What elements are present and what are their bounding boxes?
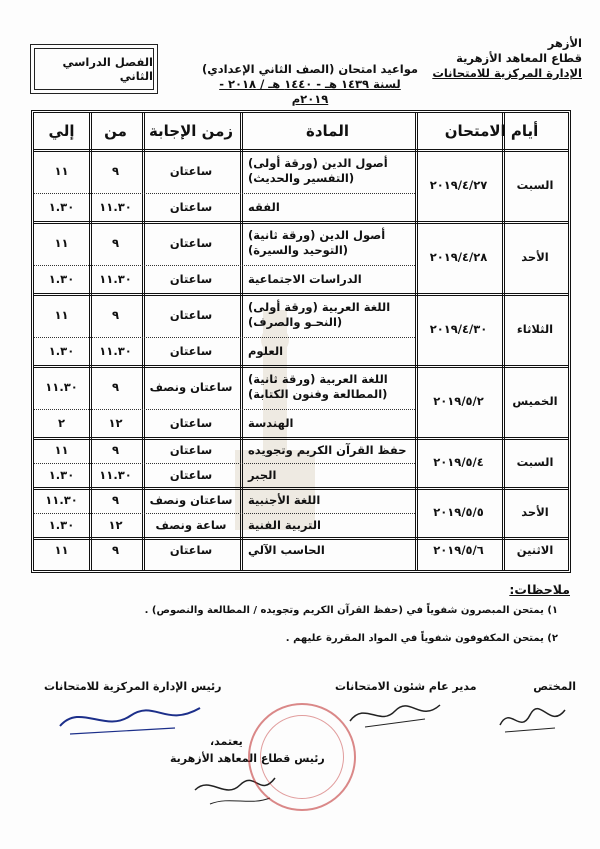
subject-line: اللغة العربية (ورقة أولى) xyxy=(248,300,391,314)
subject-line: الجبر xyxy=(248,467,277,482)
subject-cell xyxy=(240,513,415,537)
duration-cell: ساعتان xyxy=(169,163,213,178)
header-duration: زمن الإجابة xyxy=(148,121,234,140)
duration-cell: ساعتان xyxy=(169,235,213,250)
day-cell: الثلاثاء xyxy=(516,321,554,336)
date-cell: ٢٠١٩/٥/٦ xyxy=(433,543,484,557)
subject-line: حفظ القرآن الكريم وتجويده xyxy=(248,442,407,457)
org-line-1: الأزهر xyxy=(547,36,582,50)
duration-cell: ساعتان ونصف xyxy=(149,492,233,507)
document-title xyxy=(200,62,420,107)
to-cell: ١١ xyxy=(54,307,69,322)
subject-cell xyxy=(240,463,415,487)
org-line-2: قطاع المعاهد الأزهرية xyxy=(456,51,582,65)
date-cell: ٢٠١٩/٤/٣٠ xyxy=(429,321,488,336)
subject-cell xyxy=(240,149,415,193)
subject-cell xyxy=(240,365,415,409)
to-cell: ١١ xyxy=(54,163,69,178)
from-cell: ٩ xyxy=(111,235,120,250)
approved-label: يعتمد، xyxy=(210,735,243,748)
day-cell: الأحد xyxy=(521,504,549,519)
duration-cell: ساعتان xyxy=(169,343,213,358)
header-days: أيام الامتحان xyxy=(444,121,539,140)
day-cell: السبت xyxy=(516,177,554,192)
org-line-3: الإدارة المركزية للامتحانات xyxy=(432,66,582,80)
to-cell: ٢ xyxy=(57,415,66,430)
from-cell: ١١.٣٠ xyxy=(99,467,132,482)
from-cell: ١١.٣٠ xyxy=(99,271,132,286)
date-cell: ٢٠١٩/٥/٥ xyxy=(433,504,484,519)
subject-line: الهندسة xyxy=(248,415,294,430)
subject-cell xyxy=(240,193,415,221)
to-cell: ١١ xyxy=(54,235,69,250)
notes-title: ملاحظات: xyxy=(509,582,570,597)
subject-line: أصول الدين (ورقة ثانية) xyxy=(248,228,386,242)
director-label: مدير عام شئون الامتحانات xyxy=(335,680,477,693)
subject-line: اللغة العربية (ورقة ثانية) xyxy=(248,372,388,386)
duration-cell: ساعتان ونصف xyxy=(149,379,233,394)
to-cell: ١.٣٠ xyxy=(48,517,75,532)
subject-cell xyxy=(240,487,415,513)
from-cell: ٩ xyxy=(111,307,120,322)
to-cell: ١١.٣٠ xyxy=(45,492,78,507)
subject-line: (التفسير والحديث) xyxy=(248,171,355,185)
to-cell: ١.٣٠ xyxy=(48,199,75,214)
organization-header xyxy=(392,36,582,81)
header-from: من xyxy=(104,121,127,140)
to-cell: ١١.٣٠ xyxy=(45,379,78,394)
subject-cell xyxy=(240,437,415,463)
specialist-label: المختص xyxy=(533,680,576,693)
subject-line: (التوحيد والسيرة) xyxy=(248,243,349,257)
subject-line: الحاسب الآلي xyxy=(248,543,325,557)
to-cell: ١١ xyxy=(54,442,69,457)
duration-cell: ساعتان xyxy=(169,543,213,557)
subject-cell xyxy=(240,537,415,564)
subject-cell xyxy=(240,221,415,265)
term-box xyxy=(30,44,158,94)
subject-line: (النحـو والصرف) xyxy=(248,315,343,329)
head-central-label: رئيس الإدارة المركزية للامتحانات xyxy=(44,680,222,693)
day-cell: الأحد xyxy=(521,249,549,264)
date-cell: ٢٠١٩/٤/٢٧ xyxy=(429,177,488,192)
head-sector-label: رئيس قطاع المعاهد الأزهرية xyxy=(170,752,325,765)
day-cell: السبت xyxy=(516,454,554,469)
duration-cell: ساعتان xyxy=(169,467,213,482)
to-cell: ١.٣٠ xyxy=(48,271,75,286)
subject-cell xyxy=(240,409,415,437)
title-line-2: لسنة ١٤٣٩ هـ - ١٤٤٠ هـ / ٢٠١٨ - ٢٠١٩م xyxy=(219,77,401,106)
duration-cell: ساعة ونصف xyxy=(155,517,227,532)
day-cell: الاثنين xyxy=(516,543,554,557)
subject-line: التربية الفنية xyxy=(248,517,321,532)
note-item-2: ٢) يمتحن المكفوفون شفوياً في المواد المقررة عليهم . xyxy=(285,633,558,644)
subject-line: العلوم xyxy=(248,343,284,358)
from-cell: ١٢ xyxy=(108,415,123,430)
date-cell: ٢٠١٩/٤/٢٨ xyxy=(429,249,488,264)
subject-cell xyxy=(240,293,415,337)
from-cell: ٩ xyxy=(111,492,120,507)
note-item-1: ١) يمتحن المبصرون شفوياً في (حفظ القرآن الكريم وتجويده / المطالعة والنصوص) . xyxy=(144,605,558,616)
term-label: الفصل الدراسي الثاني xyxy=(34,48,154,90)
subject-line: اللغة الأجنبية xyxy=(248,492,321,507)
subject-cell xyxy=(240,337,415,365)
duration-cell: ساعتان xyxy=(169,415,213,430)
date-cell: ٢٠١٩/٥/٢ xyxy=(433,393,484,408)
director-signature-icon xyxy=(345,693,445,733)
to-cell: ١.٣٠ xyxy=(48,467,75,482)
from-cell: ٩ xyxy=(111,163,120,178)
header-to: إلي xyxy=(48,121,75,140)
to-cell: ١.٣٠ xyxy=(48,343,75,358)
subject-line: (المطالعة وفنون الكتابة) xyxy=(248,387,388,401)
title-line-1: مواعيد امتحان (الصف الثاني الإعدادي) xyxy=(201,62,419,76)
from-cell: ٩ xyxy=(111,379,120,394)
official-stamp-icon xyxy=(248,703,356,811)
day-cell: الخميس xyxy=(512,393,558,408)
schedule-table xyxy=(31,110,571,573)
duration-cell: ساعتان xyxy=(169,199,213,214)
subject-line: أصول الدين (ورقة أولى) xyxy=(248,156,388,170)
duration-cell: ساعتان xyxy=(169,307,213,322)
duration-cell: ساعتان xyxy=(169,271,213,286)
from-cell: ١١.٣٠ xyxy=(99,343,132,358)
from-cell: ٩ xyxy=(111,543,120,557)
date-cell: ٢٠١٩/٥/٤ xyxy=(433,454,484,469)
subject-line: الدراسات الاجتماعية xyxy=(248,271,362,286)
from-cell: ١٢ xyxy=(108,517,123,532)
subject-line: الفقه xyxy=(248,199,280,214)
from-cell: ٩ xyxy=(111,442,120,457)
specialist-signature-icon xyxy=(495,700,575,740)
duration-cell: ساعتان xyxy=(169,442,213,457)
to-cell: ١١ xyxy=(54,543,69,557)
head-central-signature-icon xyxy=(55,698,205,740)
subject-cell xyxy=(240,265,415,293)
header-subject: المادة xyxy=(306,121,350,140)
from-cell: ١١.٣٠ xyxy=(99,199,132,214)
